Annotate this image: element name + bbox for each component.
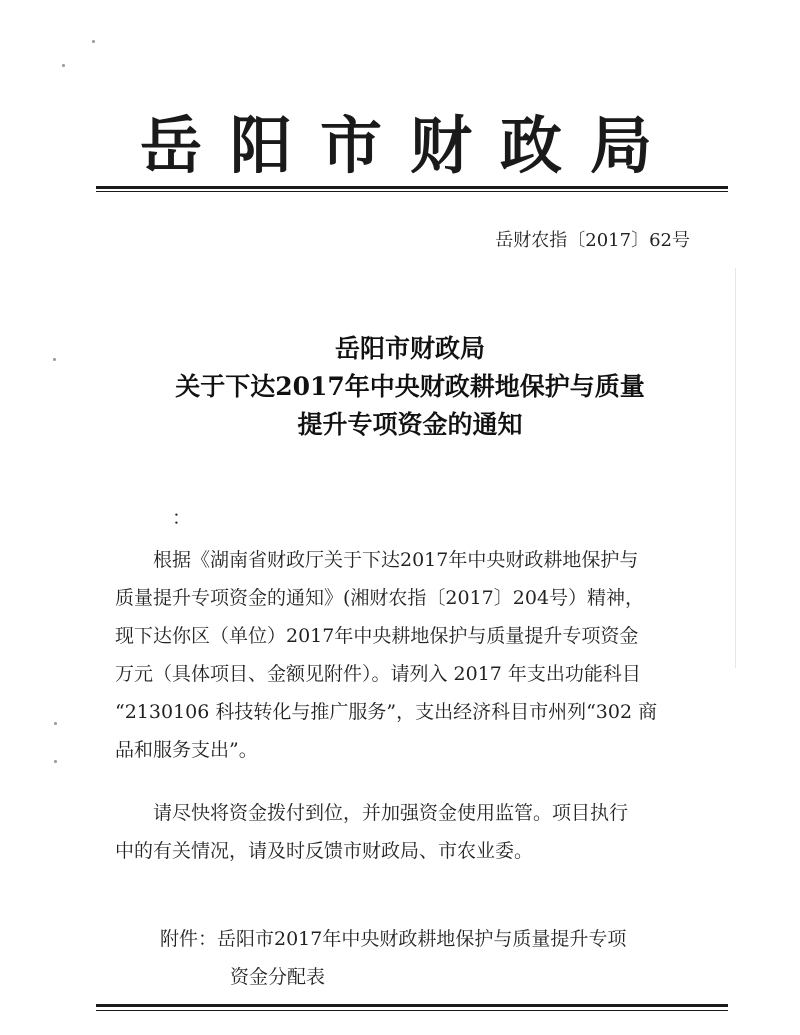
footer-rule	[96, 1004, 728, 1007]
header-rule	[96, 186, 728, 189]
scan-speck	[53, 358, 56, 361]
attachment-line-2: 资金分配表	[230, 966, 326, 988]
body-line: 根据《湖南省财政厅关于下达2017年中央财政耕地保护与	[153, 549, 639, 571]
body-line: 万元（具体项目、金额见附件）。请列入 2017 年支出功能科目	[115, 663, 641, 685]
body-line: “2130106 科技转化与推广服务”，支出经济科目市州列“302 商	[115, 701, 658, 723]
scan-speck	[54, 722, 57, 725]
body-line: 中的有关情况，请及时反馈市财政局、市农业委。	[115, 840, 534, 862]
scan-margin-shadow	[735, 268, 736, 668]
attachment-note	[160, 920, 626, 996]
agency-masthead: 岳阳市财政局	[140, 109, 681, 182]
body-paragraph-2	[115, 794, 705, 870]
salutation: ：	[172, 507, 192, 529]
footer-rule-thin	[96, 1010, 728, 1011]
body-line: 质量提升专项资金的通知》(湘财农指〔2017〕204号）精神，	[115, 587, 645, 609]
body-line: 品和服务支出”。	[115, 739, 258, 761]
title-line-1: 岳阳市财政局	[334, 334, 485, 363]
body-line: 请尽快将资金拨付到位，并加强资金使用监管。项目执行	[153, 802, 629, 824]
document-title	[100, 330, 720, 444]
title-line-2: 关于下达2017年中央财政耕地保护与质量	[175, 372, 645, 401]
attachment-line-1: 附件：岳阳市2017年中央财政耕地保护与质量提升专项	[160, 928, 627, 950]
body-paragraph-1	[115, 541, 705, 769]
scan-speck	[62, 64, 65, 67]
title-line-3: 提升专项资金的通知	[297, 410, 523, 439]
scan-speck	[92, 40, 95, 43]
scan-speck	[54, 760, 57, 763]
document-number: 岳财农指〔2017〕62号	[495, 230, 690, 251]
body-line: 现下达你区（单位）2017年中央耕地保护与质量提升专项资金	[115, 625, 639, 647]
header-rule-thin	[96, 191, 728, 192]
